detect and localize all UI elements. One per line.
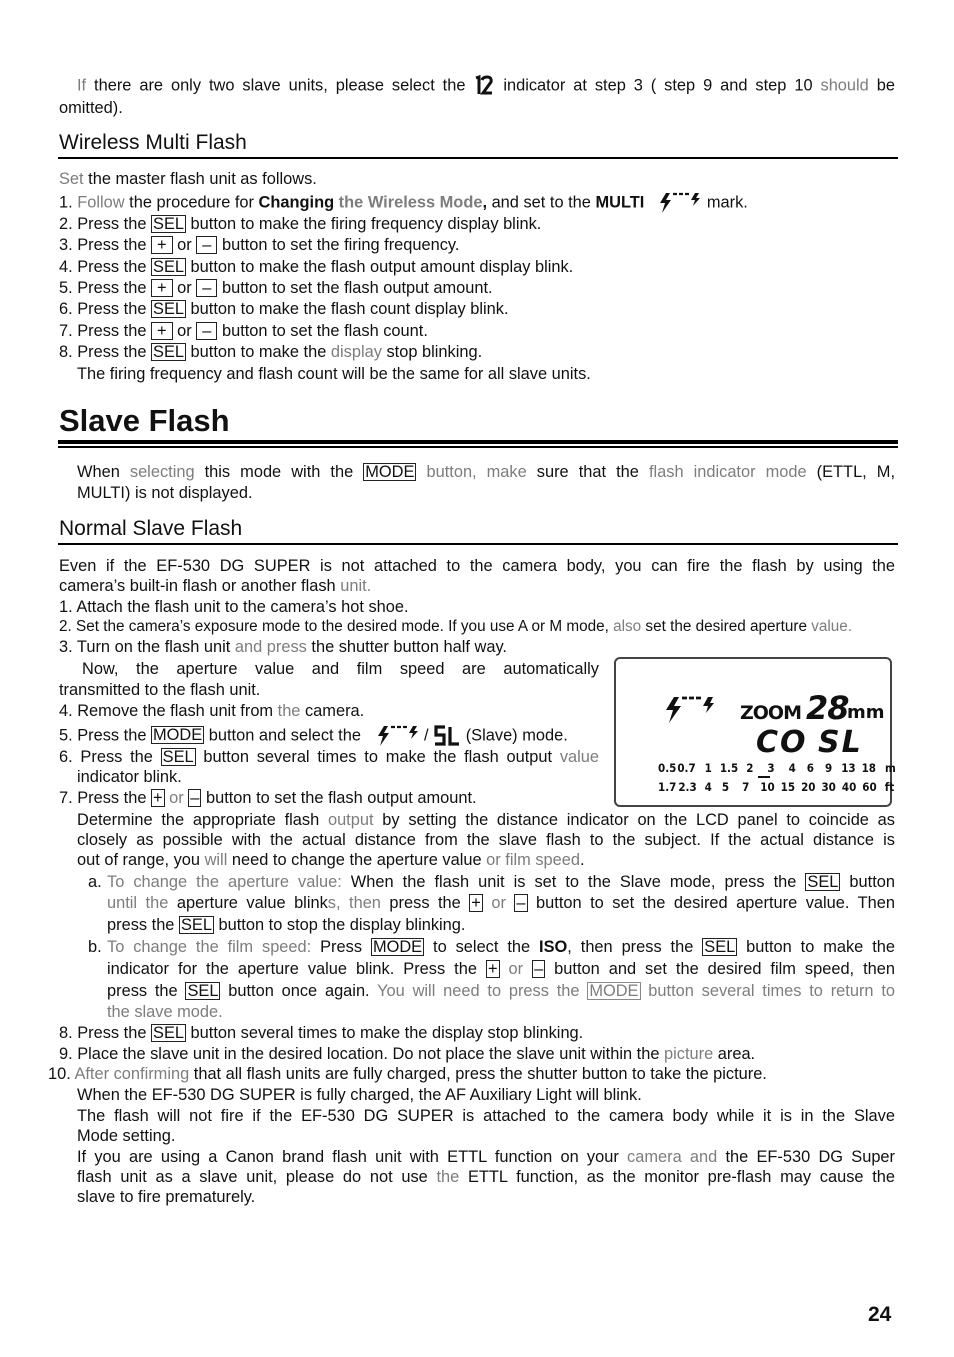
text: 6. Press the xyxy=(59,748,161,766)
lcd-tick: 6 xyxy=(806,761,814,775)
text: button to stop the display blinking. xyxy=(213,916,466,934)
text: the master flash unit as follows. xyxy=(83,170,317,188)
text: 6. Press the xyxy=(59,300,152,318)
minus-key-label: – xyxy=(516,894,526,912)
mode-key-label: MODE xyxy=(589,982,639,1000)
wmf-step-6 xyxy=(59,299,509,319)
mode-key-label: MODE xyxy=(365,463,415,481)
text: (Slave) mode. xyxy=(461,726,568,745)
text: or xyxy=(172,236,197,254)
sel-key-label: SEL xyxy=(704,938,736,956)
sub-item-a-line-3 xyxy=(107,915,465,935)
text: should xyxy=(820,76,869,95)
text: If you are using a Canon brand flash unit with ETTL function on your xyxy=(77,1148,628,1166)
text: button and set the desired film speed, then xyxy=(545,960,895,978)
lcd-unit-m: m xyxy=(885,761,896,775)
text: press the xyxy=(107,982,186,1000)
nsf-determine-line-3 xyxy=(77,850,585,870)
lcd-tick-selected: 3 xyxy=(767,761,775,775)
text: and press xyxy=(234,638,307,656)
text: 7. Press the xyxy=(59,322,152,340)
text: the EF-530 DG Super xyxy=(717,1148,896,1166)
text: press the xyxy=(107,916,179,934)
text: be xyxy=(868,76,895,95)
text: To change the film speed: xyxy=(107,938,312,956)
text: press the xyxy=(380,894,470,912)
text: button, make xyxy=(416,463,527,481)
text: unit. xyxy=(340,577,372,595)
text: (ETTL, M, xyxy=(806,463,895,481)
text: Press xyxy=(311,938,371,956)
sub-item-a-line-2 xyxy=(107,893,895,913)
text: 2. Set the camera’s exposure mode to the desired mode. If you use A or M mode, xyxy=(59,618,614,635)
nsf-step-8 xyxy=(59,1023,583,1043)
text: , xyxy=(482,193,488,212)
nsf-note-3: Mode setting. xyxy=(77,1127,176,1145)
plus-key-label: + xyxy=(151,322,173,340)
text: flash unit as a slave unit, please do not use xyxy=(77,1168,437,1186)
text: 8. Press the xyxy=(59,1024,152,1042)
lcd-tick-selected: 10 xyxy=(760,780,775,794)
nsf-even-line-1: Even if the EF-530 DG SUPER is not attached to the camera body, you can fire the flash by using the xyxy=(59,557,895,575)
lcd-left-code: CO xyxy=(756,725,808,760)
text: button xyxy=(840,873,895,891)
minus-key-label: – xyxy=(190,789,200,807)
wmf-step-5 xyxy=(59,278,493,298)
minus-key-label: – xyxy=(196,236,217,254)
text: MULTI xyxy=(595,193,645,212)
text: 5. Press the xyxy=(59,279,152,297)
nsf-step-1: 1. Attach the flash unit to the camera’s hot shoe. xyxy=(59,598,409,616)
text: and set to the xyxy=(487,193,596,212)
nsf-step-7 xyxy=(59,788,477,808)
text: out of range, you xyxy=(77,851,205,869)
text: indicator at step 3 ( step 9 and step 10 xyxy=(495,76,821,95)
text: there are only two slave units, please select the xyxy=(86,76,474,95)
wmf-step-1 xyxy=(59,191,748,215)
text: button to make the xyxy=(186,343,331,361)
nsf-even-line-2 xyxy=(59,576,371,596)
text: this mode with the xyxy=(194,463,364,481)
text: button to set the flash output amount. xyxy=(217,279,493,297)
title-rule-thick xyxy=(58,440,898,444)
lcd-tick: 1.5 xyxy=(719,761,739,775)
text: the xyxy=(277,702,301,720)
text: or xyxy=(172,279,197,297)
wmf-set-line xyxy=(59,169,317,189)
text: value. xyxy=(811,618,853,635)
text: mark. xyxy=(702,193,748,212)
section-rule xyxy=(58,157,898,159)
wmf-step-8 xyxy=(59,342,482,362)
plus-key-label: + xyxy=(153,789,163,807)
text: 1. xyxy=(59,193,78,212)
text: indicator for the aperture value blink. Press the xyxy=(107,960,486,978)
lcd-meter-scale xyxy=(658,761,896,775)
sel-key-label: SEL xyxy=(162,748,194,766)
text: s, then xyxy=(327,894,381,912)
text: Set xyxy=(59,170,84,188)
lcd-tick: 18 xyxy=(861,761,877,775)
section-heading-wireless-multi-flash: Wireless Multi Flash xyxy=(59,131,247,154)
wmf-step-4 xyxy=(59,257,573,277)
text: 2. Press the xyxy=(59,215,152,233)
text: by setting the distance indicator on the LCD panel to coincide as xyxy=(373,811,895,829)
sel-key-label: SEL xyxy=(807,873,839,891)
mode-key-label: MODE xyxy=(372,938,423,956)
nsf-note-1: When the EF-530 DG SUPER is fully charged, the AF Auxiliary Light will blink. xyxy=(77,1086,642,1104)
text: 9. Place the slave unit in the desired location. Do not place the slave unit within the xyxy=(59,1045,664,1063)
text: You will need to press the xyxy=(369,982,588,1000)
lcd-zoom-value: 28 xyxy=(806,689,849,727)
nsf-note-4 xyxy=(77,1147,895,1167)
minus-key-label: – xyxy=(196,279,217,297)
lcd-tick: 30 xyxy=(821,780,836,794)
text: button to set the desired aperture value. Then xyxy=(527,894,895,912)
nsf-now-line-1: Now, the aperture value and film speed are automatically xyxy=(82,660,599,678)
text: aperture value blink xyxy=(168,894,328,912)
text: Determine the appropriate flash xyxy=(77,811,328,829)
sel-key-label: SEL xyxy=(153,1024,184,1042)
text: will xyxy=(204,851,228,869)
text: set the desired aperture xyxy=(641,618,812,635)
lcd-tick: 60 xyxy=(862,780,877,794)
lcd-tick: 0.5 xyxy=(658,761,677,775)
nsf-step-6-line-2: indicator blink. xyxy=(77,768,182,786)
title-rule-thin xyxy=(58,446,898,448)
sub-item-b-line-3 xyxy=(107,981,895,1001)
minus-key-label: – xyxy=(196,322,217,340)
lcd-feet-scale xyxy=(658,780,894,794)
nsf-step-5 xyxy=(59,724,568,748)
text: or xyxy=(164,789,189,807)
nsf-step-10 xyxy=(48,1064,767,1084)
nsf-now-line-2: transmitted to the flash unit. xyxy=(59,681,261,699)
text: 3. Press the xyxy=(59,236,152,254)
lcd-tick: 15 xyxy=(780,780,796,794)
text: When xyxy=(77,463,130,481)
nsf-step-6-line-1 xyxy=(59,747,599,767)
text: 10. xyxy=(48,1065,75,1083)
text: Follow xyxy=(77,193,125,212)
sel-key-label: SEL xyxy=(187,982,219,1000)
text: ETTL function, as the monitor pre-flash may cause the xyxy=(459,1168,895,1186)
lcd-tick: 1 xyxy=(704,761,712,775)
lcd-distance-marker xyxy=(758,776,770,778)
text: need to change the aperture value xyxy=(227,851,487,869)
sub-item-b-line-1 xyxy=(107,937,895,957)
text: button to set the firing frequency. xyxy=(217,236,460,254)
text: camera and xyxy=(627,1148,718,1166)
section-rule xyxy=(58,543,898,545)
channel-12-icon xyxy=(473,75,495,97)
text: 4. Remove the flash unit from xyxy=(59,702,278,720)
text: . xyxy=(580,851,585,869)
page-number: 24 xyxy=(868,1303,892,1326)
nsf-step-3 xyxy=(59,637,507,657)
text: until the xyxy=(107,894,169,912)
text: , then press the xyxy=(567,938,703,956)
lcd-tick: 7 xyxy=(742,780,750,794)
text: flash indicator mode xyxy=(648,463,807,481)
plus-key-label: + xyxy=(471,894,481,912)
section-title-slave-flash: Slave Flash xyxy=(59,403,230,438)
text: the xyxy=(436,1168,460,1186)
text: When the flash unit is set to the Slave mode, press the xyxy=(341,873,806,891)
wmf-step-7 xyxy=(59,321,428,341)
text: sure that the xyxy=(526,463,649,481)
text: to select the xyxy=(424,938,540,956)
text: button several times to make the flash output xyxy=(195,748,560,766)
text: the shutter button half way. xyxy=(306,638,507,656)
minus-key-label: – xyxy=(534,960,544,978)
intro-line-1 xyxy=(77,75,895,97)
plus-key-label: + xyxy=(487,960,498,978)
text: picture xyxy=(664,1045,714,1063)
text: area. xyxy=(713,1045,756,1063)
text: or xyxy=(172,322,197,340)
text: stop blinking. xyxy=(381,343,483,361)
lcd-tick: 0.7 xyxy=(677,761,696,775)
lcd-tick: 2 xyxy=(746,761,754,775)
text: 8. Press the xyxy=(59,343,152,361)
sub-item-a-marker: a. xyxy=(88,873,102,891)
text: / xyxy=(419,726,434,745)
text: button and select the xyxy=(204,726,366,745)
lcd-mm-unit: mm xyxy=(847,702,885,723)
lcd-right-code: SL xyxy=(818,725,863,760)
text: button to make the flash output amount display blink. xyxy=(186,258,574,276)
lcd-tick: 40 xyxy=(841,780,857,794)
nsf-determine-line-1 xyxy=(77,810,895,830)
lcd-tick: 1.7 xyxy=(658,780,677,794)
nsf-step-4 xyxy=(59,701,364,721)
lcd-tick: 20 xyxy=(801,780,816,794)
plus-key-label: + xyxy=(151,279,173,297)
multi-flash-icon xyxy=(658,191,702,215)
text: 3. Turn on the flash unit xyxy=(59,638,235,656)
text: button once again. xyxy=(220,982,370,1000)
text: 7. Press the xyxy=(59,789,152,807)
sub-item-a-line-1 xyxy=(107,872,895,892)
plus-key-label: + xyxy=(151,236,173,254)
text: value xyxy=(559,748,600,766)
multi-flash-icon xyxy=(376,724,420,748)
lcd-tick: 5 xyxy=(721,780,730,794)
sub-item-b-line-4: the slave mode. xyxy=(107,1003,223,1021)
text: Changing xyxy=(258,193,335,212)
text: the Wireless Mode xyxy=(334,193,483,212)
sel-key-label: SEL xyxy=(180,916,212,934)
lcd-tick: 4 xyxy=(704,780,712,794)
text: the procedure for xyxy=(124,193,259,212)
text: button to make the xyxy=(737,938,895,956)
multi-flash-icon xyxy=(664,695,716,725)
sel-key-label: SEL xyxy=(153,258,184,276)
text: button to set the flash count. xyxy=(217,322,428,340)
sel-key-label: SEL xyxy=(153,215,184,233)
lcd-tick: 13 xyxy=(841,761,856,775)
nsf-step-2 xyxy=(59,617,852,637)
text: output xyxy=(327,811,374,829)
text: If xyxy=(77,76,87,95)
text: button to set the flash output amount. xyxy=(201,789,477,807)
mode-key-label: MODE xyxy=(153,726,203,745)
slave-sl-icon xyxy=(433,725,461,747)
lcd-tick: 4 xyxy=(788,761,796,775)
wmf-note: The firing frequency and flash count will be the same for all slave units. xyxy=(77,365,591,383)
lcd-panel xyxy=(614,657,896,807)
lcd-tick: 2.3 xyxy=(678,780,697,794)
nsf-note-2: The flash will not fire if the EF-530 DG SUPER is attached to the camera body while it is in the Slave xyxy=(77,1107,895,1125)
text: button several times to make the display stop blinking. xyxy=(186,1024,584,1042)
slave-intro-line-1 xyxy=(77,462,895,482)
text: display xyxy=(330,343,382,361)
text: or xyxy=(499,960,533,978)
nsf-step-9 xyxy=(59,1044,755,1064)
text: After confirming xyxy=(74,1065,190,1083)
wmf-step-2 xyxy=(59,214,541,234)
section-heading-normal-slave-flash: Normal Slave Flash xyxy=(59,517,243,540)
text: 4. Press the xyxy=(59,258,152,276)
text: also xyxy=(613,618,642,635)
text: camera’s built-in flash or another flash xyxy=(59,577,341,595)
sel-key-label: SEL xyxy=(153,343,184,361)
text: 5. Press the xyxy=(59,726,152,745)
text: button to make the flash count display blink. xyxy=(186,300,509,318)
sub-item-b-marker: b. xyxy=(88,938,102,956)
nsf-note-6: slave to fire prematurely. xyxy=(77,1188,256,1206)
text: that all flash units are fully charged, press the shutter button to take the picture. xyxy=(189,1065,767,1083)
slave-intro-line-2: MULTI) is not displayed. xyxy=(77,484,253,502)
text: or film speed xyxy=(486,851,580,869)
lcd-tick: 9 xyxy=(825,761,833,775)
text: To change the aperture value: xyxy=(107,873,342,891)
wmf-step-3 xyxy=(59,235,459,255)
text: button to make the firing frequency display blink. xyxy=(186,215,542,233)
sel-key-label: SEL xyxy=(153,300,184,318)
nsf-note-5 xyxy=(77,1167,895,1187)
intro-line-2: omitted). xyxy=(59,99,123,117)
lcd-zoom-label: ZOOM xyxy=(740,702,801,724)
text: or xyxy=(482,894,515,912)
text: ISO xyxy=(539,938,568,956)
lcd-unit-ft: ft xyxy=(884,780,895,794)
text: selecting xyxy=(129,463,195,481)
text: button several times to return to xyxy=(640,982,895,1000)
nsf-determine-line-2: closely as possible with the actual distance from the slave flash to the subject. If the actual distance is xyxy=(77,831,895,849)
text: camera. xyxy=(300,702,365,720)
sub-item-b-line-2 xyxy=(107,959,895,979)
